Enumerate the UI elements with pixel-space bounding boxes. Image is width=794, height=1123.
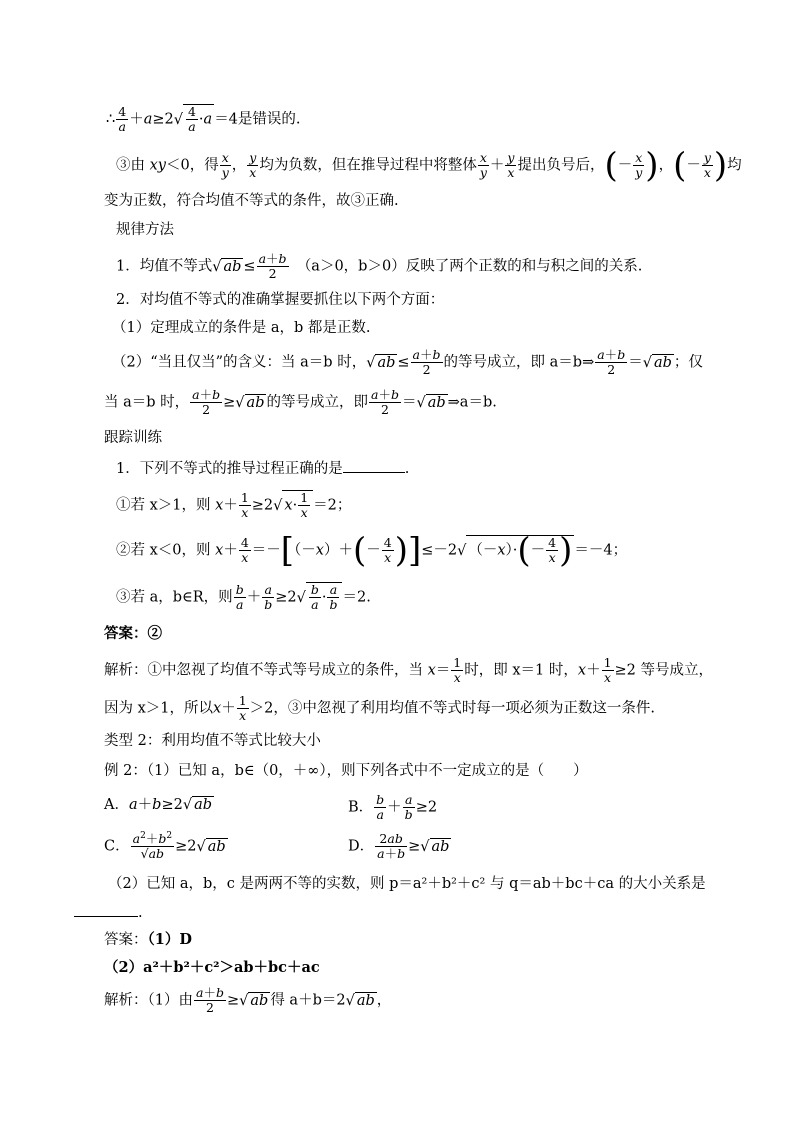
answer-blank bbox=[343, 458, 405, 473]
choice-d: D． $\frac{2ab}{a+b}$ ≥√ ab bbox=[348, 831, 450, 861]
text: 解析：①中忽视了均值不等式等号成立的条件，当 bbox=[104, 662, 423, 679]
answer-2-part2: （2）a²＋b²＋c²＞ab＋bc＋ac bbox=[104, 959, 320, 976]
example-2-part2-blank bbox=[74, 902, 143, 923]
text: ；仅 bbox=[673, 354, 703, 371]
text: . bbox=[404, 461, 410, 477]
text: ③由 bbox=[116, 157, 145, 174]
option-2: ②若 x＜0，则 x＋ $\frac{4}{x}$ ＝－[（－x）＋(－ $\frac{4}{x}$ )]≤－2√ （－x）·(－ $\frac{4}{x}$ ) ＝－4； bbox=[116, 530, 628, 571]
explanation-1-cont: 因为 x＞1，所以x＋ $\frac{1}{x}$ ＞2，③中忽视了利用均值不等式时每一项必须为正数这一条件. bbox=[104, 693, 655, 723]
line-case3-cont: 变为正数，符合均值不等式的条件，故③正确. bbox=[104, 193, 399, 209]
text: 的等号成立，即 a＝b⇒ bbox=[443, 354, 595, 371]
text: ≥2 等号成立， bbox=[614, 662, 713, 679]
text: ＞2，③中忽视了利用均值不等式时每一项必须为正数这一条件. bbox=[249, 700, 655, 717]
choice-b: B． $\frac{b}{a}$ ＋ $\frac{a}{b}$ ≥2 bbox=[348, 792, 438, 822]
option-1: ①若 x＞1，则 x＋ $\frac{1}{x}$ ≥2√ x· $\frac{1}{x}$ ＝2； bbox=[116, 490, 352, 520]
text: 解析：（1）由 bbox=[104, 992, 193, 1009]
text: C． bbox=[104, 838, 130, 855]
example-2-part2: （2）已知 a，b，c 是两两不等的实数，则 p＝a²＋b²＋c² 与 q＝ab＋bc＋ca 的大小关系是 bbox=[108, 876, 706, 892]
choice-a: A．a＋b≥2√ ab bbox=[104, 797, 212, 813]
explanation-1: 解析：①中忽视了均值不等式等号成立的条件，当 x＝ $\frac{1}{x}$ 时，即 x＝1 时，x＋ $\frac{1}{x}$ ≥2 等号成立， bbox=[104, 655, 713, 685]
text: 均为负数，但在推导过程中将整体 bbox=[259, 157, 477, 174]
text: 是错误的. bbox=[237, 111, 301, 128]
text: 均 bbox=[727, 157, 742, 174]
text: 的等号成立，即 bbox=[266, 394, 368, 411]
section-heading-rules: 规律方法 bbox=[116, 222, 174, 238]
example-2: 例 2：（1）已知 a，b∈（0，＋∞），则下列各式中不一定成立的是（ ） bbox=[104, 763, 588, 779]
line-case3: ③由 xy＜0，得 $\frac{x}{y}$ ， $\frac{y}{x}$ 均为负数，但在推导过程中将整体 $\frac{x}{y}$ ＋ $\frac{y}{x}$ 提出负号后，(－ $\frac{x}{y}$ )，(－ $\frac{y}{x}$ )均 bbox=[116, 145, 742, 186]
text: D． bbox=[348, 838, 375, 855]
section-heading-training: 跟踪训练 bbox=[104, 430, 162, 446]
answer-blank bbox=[74, 902, 138, 917]
text: （a＞0，b＞0）反映了两个正数的和与积之间的关系. bbox=[304, 258, 643, 275]
text: 得 a＋b＝2 bbox=[270, 992, 346, 1009]
line-conclusion: ∴ $\frac{4}{a}$ ＋a≥2√ $\frac{4}{a}$ ·a ＝4是错误的. bbox=[106, 104, 301, 134]
text: ⇒a＝b. bbox=[447, 394, 497, 411]
rule-2-2-cont: 当 a＝b 时， $\frac{a+b}{2}$ ≥√ ab 的等号成立，即 $\frac{a+b}{2}$ ＝√ ab ⇒a＝b. bbox=[104, 387, 497, 417]
text: A． bbox=[104, 797, 129, 813]
text: 1．均值不等式 bbox=[116, 258, 213, 275]
text: （2）“当且仅当”的含义：当 a＝b 时， bbox=[112, 354, 367, 371]
text: ③若 a，b∈R，则 bbox=[116, 589, 233, 606]
text: 当 a＝b 时， bbox=[104, 394, 190, 411]
answer-1: 答案：② bbox=[104, 625, 162, 642]
rule-2-1: （1）定理成立的条件是 a，b 都是正数. bbox=[112, 320, 371, 336]
rule-1: 1．均值不等式√ ab ≤ $\frac{a+b}{2}$ （a＞0，b＞0）反映了两个正数的和与积之间的关系. bbox=[116, 251, 643, 281]
choice-c: C． $\frac{a^2+b^2}{√ab}$ ≥2√ ab bbox=[104, 830, 226, 861]
rule-2-2: （2）“当且仅当”的含义：当 a＝b 时，√ ab ≤ $\frac{a+b}{2}$ 的等号成立，即 a＝b⇒ $\frac{a+b}{2}$ ＝√ ab ；仅 bbox=[112, 347, 703, 377]
text: 因为 x＞1，所以 bbox=[104, 700, 214, 717]
text: 提出负号后， bbox=[517, 157, 605, 174]
text: 时，即 x＝1 时， bbox=[464, 662, 578, 679]
text: ①若 x＞1，则 bbox=[116, 497, 211, 514]
answer-2 bbox=[104, 930, 192, 950]
text: （1）D bbox=[147, 931, 192, 948]
explanation-3: 解析：（1）由 $\frac{a+b}{2}$ ≥√ ab 得 a＋b＝2√ ab ， bbox=[104, 985, 392, 1015]
text: ②若 x＜0，则 bbox=[116, 542, 211, 559]
rule-2: 2．对均值不等式的准确掌握要抓住以下两个方面： bbox=[116, 292, 445, 308]
text: 答案： bbox=[104, 932, 148, 948]
section-heading-type2: 类型 2：利用均值不等式比较大小 bbox=[104, 733, 321, 749]
text: . bbox=[138, 905, 143, 921]
text: 1．下列不等式的推导过程正确的是 bbox=[116, 461, 343, 477]
option-3: ③若 a，b∈R，则 $\frac{b}{a}$ ＋ $\frac{a}{b}$ ≥2√ $\frac{b}{a}$ · $\frac{a}{b}$ ＝2. bbox=[116, 582, 371, 612]
text: B． bbox=[348, 799, 374, 816]
training-question bbox=[116, 458, 409, 479]
